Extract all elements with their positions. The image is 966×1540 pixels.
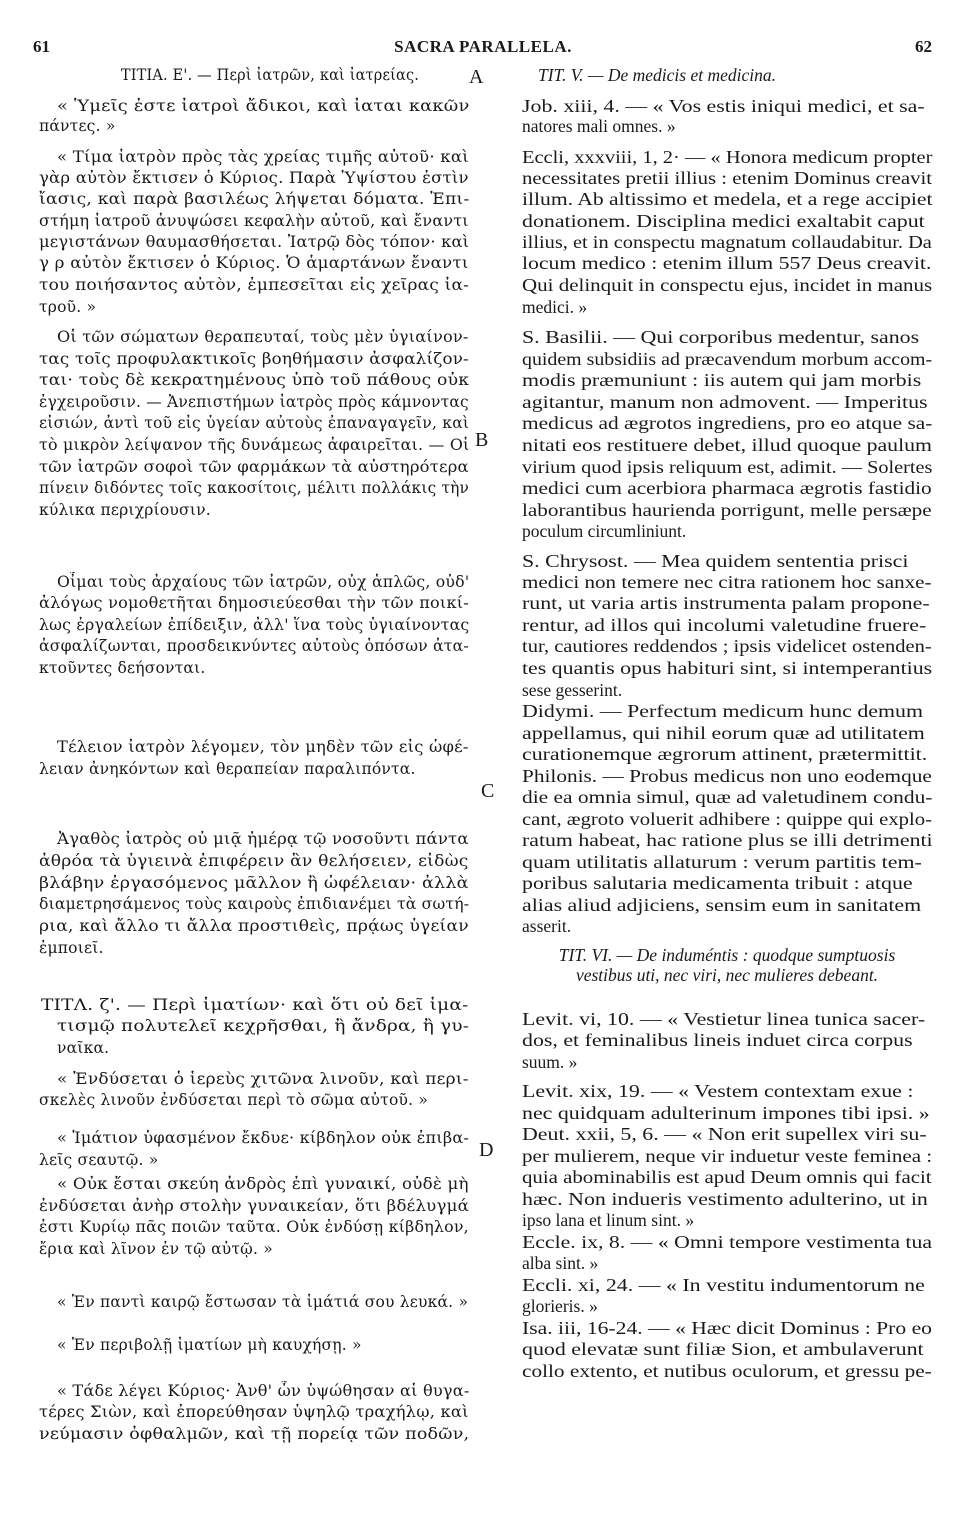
margin-letter-a: A bbox=[469, 66, 484, 88]
greek-line-38: σκελὲς λινοῦν ἐνδύσεται περὶ τὸ σῶμα αὐτοῦ. » bbox=[39, 1091, 429, 1109]
margin-letter-d: D bbox=[479, 1139, 494, 1161]
latin-line-34: cant, ægroto voluerit adhibere : quippe qui explo- bbox=[522, 809, 932, 829]
greek-line-46: « Ἐν περιβολῇ ἱματίων μὴ καυχήσῃ. » bbox=[57, 1336, 362, 1354]
latin-line-35: ratum habeat, hac ratione plus se illi detrimenti bbox=[522, 830, 933, 850]
greek-line-12: Οἱ τῶν σώματων θεραπευταί, τοὺς μὲν ὑγιαίνον- bbox=[57, 328, 469, 346]
latin-line-1: TIT. V. — De medicis et medicina. bbox=[538, 65, 777, 85]
greek-line-41: « Οὐκ ἔσται σκεύη ἀνδρὸς ἐπὶ γυναικί, οὐδὲ μὴ bbox=[57, 1175, 469, 1193]
greek-line-10: του ποιήσαντος αὐτὸν, ἐμπεσεῖται εἰς χεῖρας ἰα- bbox=[39, 276, 470, 294]
greek-line-6: ἴασις, καὶ παρὰ βασιλέως λήψεται δόματα. Ἐπι- bbox=[39, 190, 470, 208]
greek-line-16: εἰσιών, ἀντὶ τοῦ εἰς ὑγείαν αὐτοὺς ἐπαναγαγεῖν, καὶ bbox=[39, 414, 470, 432]
latin-line-31: curationemque ægrorum attinent, prætermittit. bbox=[522, 744, 928, 764]
greek-line-36: ναῖκα. bbox=[57, 1039, 110, 1057]
greek-line-3: πάντες. » bbox=[39, 117, 116, 135]
greek-line-33: ἐμποιεῖ. bbox=[39, 939, 104, 957]
greek-line-44: ἔρια καὶ λῖνον ἐν τῷ αὐτῷ. » bbox=[39, 1240, 273, 1258]
greek-line-11: τροῦ. » bbox=[39, 298, 97, 316]
greek-line-26: Τέλειον ἰατρὸν λέγομεν, τὸν μηδὲν τῶν εἰς ὠφέ- bbox=[57, 738, 469, 756]
latin-line-3: natores mali omnes. » bbox=[522, 116, 676, 136]
latin-line-23: medici non temere nec citra rationem hoc sanxe- bbox=[522, 572, 932, 592]
latin-line-33: die ea omnia simul, quæ ad valetudinem condu- bbox=[522, 787, 933, 807]
margin-letter-c: C bbox=[481, 780, 495, 802]
latin-line-41: vestibus uti, nec viri, nec mulieres debeant. bbox=[575, 965, 879, 985]
greek-line-20: κύλικα περιχρίουσιν. bbox=[39, 501, 211, 519]
greek-line-25: κτοῦντες δεήσονται. bbox=[39, 659, 206, 677]
greek-line-7: στήμη ἰατροῦ ἀνυψώσει κεφαλὴν αὐτοῦ, καὶ ἔναντι bbox=[39, 212, 469, 230]
latin-line-43: dos, et feminalibus lineis induet circa corpus bbox=[522, 1030, 913, 1050]
latin-line-16: medicus ad ægrotos ingrediens, pro eo atque sa- bbox=[522, 413, 933, 433]
latin-line-46: nec quidquam adulterinum impones tibi ipsi. » bbox=[522, 1103, 930, 1123]
left-page-number: 61 bbox=[33, 37, 50, 56]
greek-line-9: γ ρ αὐτὸν ἔκτισεν ὁ Κύριος. Ὁ ἁμαρτάνων ἔναντι bbox=[39, 254, 469, 272]
latin-line-6: illum. Ab altissimo et medela, et a rege accipiet bbox=[522, 189, 933, 209]
latin-line-19: medici cum acerbiora pharmaca ægrotis fastidio bbox=[522, 478, 932, 498]
greek-line-40: λεῖς σεαυτῷ. » bbox=[39, 1151, 159, 1169]
greek-line-27: λειαν ἀνηκόντων καὶ θεραπείαν παραλιπόντα. bbox=[39, 760, 416, 778]
latin-line-38: alias aliud adjiciens, sensim eum in sanitatem bbox=[522, 895, 922, 915]
latin-line-48: per mulierem, neque vir induetur veste feminea : bbox=[522, 1146, 933, 1166]
margin-letter-b: B bbox=[475, 429, 489, 451]
running-title: SACRA PARALLELA. bbox=[394, 37, 572, 56]
latin-line-54: Eccli. xi, 24. — « In vestitu indumentorum ne bbox=[522, 1275, 925, 1295]
latin-line-42: Levit. vi, 10. — « Vestietur linea tunica sacer- bbox=[522, 1009, 926, 1029]
greek-line-22: ἀλόγως νομοθετῆται δημοσιεύεσθαι τὴν τῶν ποικί- bbox=[39, 594, 469, 612]
latin-line-39: asserit. bbox=[522, 916, 572, 936]
greek-line-42: ἐνδύσεται ἀνὴρ στολὴν γυναικείαν, ὅτι βδέλυγμά bbox=[39, 1197, 469, 1215]
latin-line-2: Job. xiii, 4. — « Vos estis iniqui medici, et sa- bbox=[522, 96, 925, 116]
greek-line-2: « Ὑμεῖς ἐστε ἰατροὶ ἄδικοι, καὶ ἰαται κακῶν bbox=[57, 97, 470, 115]
latin-line-50: hæc. Non indueris vestimento adulterino, ut in bbox=[522, 1189, 928, 1209]
greek-line-31: διαμετρησάμενος τοὺς καιροὺς ἐπιδιανέμει τὰ σωτή- bbox=[39, 895, 470, 913]
latin-line-53: alba sint. » bbox=[522, 1253, 599, 1273]
latin-line-51: ipso lana et linum sint. » bbox=[522, 1210, 695, 1230]
greek-line-5: γὰρ αὐτὸν ἔκτισεν ὁ Κύριος. Παρὰ Ὑψίστου ἐστὶν bbox=[39, 169, 469, 187]
latin-line-26: tur, cautiores reddendos ; ipsis videlicet ostenden- bbox=[522, 636, 932, 656]
latin-line-11: medici. » bbox=[522, 297, 588, 317]
latin-line-8: illius, et in conspectu magnatum collaudabitur. Da bbox=[522, 232, 932, 252]
latin-line-20: laborantibus haurienda porrigunt, melle persæpe bbox=[522, 500, 932, 520]
latin-line-47: Deut. xxii, 5, 6. — « Non erit supellex viri su- bbox=[522, 1124, 927, 1144]
latin-line-12: S. Basilii. — Qui corporibus medentur, sanos bbox=[522, 327, 920, 347]
latin-column bbox=[500, 0, 966, 1540]
greek-line-32: ρια, καὶ ἄλλο τι ἄλλα προστιθεὶς, πρᾴως ὑγείαν bbox=[39, 917, 469, 935]
latin-line-4: Eccli, xxxviii, 1, 2· — « Honora medicum propter bbox=[522, 147, 933, 167]
latin-line-58: collo extento, et nutibus oculorum, et gressu pe- bbox=[522, 1361, 932, 1381]
latin-line-24: runt, ut varia artis instrumenta palam propone- bbox=[522, 593, 930, 613]
greek-line-39: « Ἱμάτιον ὑφασμένον ἔκδυε· κίβδηλον οὐκ ἐπιβα- bbox=[57, 1129, 470, 1147]
latin-line-21: poculum circumliniunt. bbox=[522, 521, 687, 541]
greek-line-8: μεγιστάνων θαυμασθήσεται. Ἰατρῷ δὸς τόπον· καὶ bbox=[39, 233, 470, 251]
latin-line-9: locum medico : etenim illum 557 Deus creavit. bbox=[522, 253, 932, 273]
latin-line-13: quidem subsidiis ad præcavendum morbum accom- bbox=[522, 349, 933, 369]
greek-line-34: ΤΙΤΛ. ζ'. — Περὶ ἱματίων· καὶ ὅτι οὐ δεῖ ἱμα- bbox=[41, 996, 469, 1014]
latin-line-22: S. Chrysost. — Mea quidem sententia prisci bbox=[522, 551, 909, 571]
latin-line-28: sese gesserint. bbox=[522, 680, 623, 700]
greek-line-45: « Ἐν παντὶ καιρῷ ἔστωσαν τὰ ἱμάτιά σου λευκά. » bbox=[57, 1293, 469, 1311]
latin-line-29: Didymi. — Perfectum medicum hunc demum bbox=[522, 701, 923, 721]
greek-line-23: λως ἐργαλείων ἐπίδειξιν, ἀλλ' ἵνα τοὺς ὑγιαίνοντας bbox=[39, 616, 470, 634]
latin-line-5: necessitates pretii illius : etenim Dominus creavit bbox=[522, 168, 933, 188]
greek-line-48: τέρες Σιὼν, καὶ ἐπορεύθησαν ὑψηλῷ τραχήλῳ, καὶ bbox=[39, 1403, 469, 1421]
greek-line-1: ΤΙΤΙΑ. Ε'. — Περὶ ἰατρῶν, καὶ ἰατρείας. bbox=[120, 66, 420, 84]
greek-line-24: ἀσφαλίζωνται, προσδεικνύντες αὐτοὺς ὁπόσων ἀτα- bbox=[39, 637, 469, 655]
latin-line-45: Levit. xix, 19. — « Vestem contextam exue : bbox=[522, 1081, 914, 1101]
latin-line-14: modis præmuniunt : iis autem qui jam morbis bbox=[522, 370, 922, 390]
greek-line-49: νεύμασιν ὀφθαλμῶν, καὶ τῇ πορείᾳ τῶν ποδῶν, bbox=[39, 1425, 470, 1443]
greek-line-13: τας τοῖς προφυλακτικοῖς βοηθήμασιν ἀσφαλίζον- bbox=[39, 350, 469, 368]
greek-line-47: « Τάδε λέγει Κύριος· Ἀνθ' ὧν ὑψώθησαν αἱ θυγα- bbox=[57, 1382, 470, 1400]
latin-line-17: nitati eos restituere debet, illud quoque paulum bbox=[522, 435, 933, 455]
greek-line-4: « Τίμα ἰατρὸν πρὸς τὰς χρείας τιμῆς αὐτοῦ· καὶ bbox=[57, 148, 469, 166]
latin-line-37: poribus salutaria medicamenta tribuit : atque bbox=[522, 873, 913, 893]
latin-line-36: quam utilitatis allaturum : verum partitis tem- bbox=[522, 852, 922, 872]
latin-line-32: Philonis. — Probus medicus non uno eodemque bbox=[522, 766, 932, 786]
latin-line-56: Isa. iii, 16-24. — « Hæc dicit Dominus : Pro eo bbox=[522, 1318, 932, 1338]
latin-line-27: tes quantis opus habituri sint, si intemperantius bbox=[522, 658, 933, 678]
greek-line-28: Ἀγαθὸς ἰατρὸς οὐ μιᾷ ἡμέρᾳ τῷ νοσοῦντι πάντα bbox=[57, 830, 469, 848]
greek-line-21: Οἶμαι τοὺς ἀρχαίους τῶν ἰατρῶν, οὐχ ἁπλῶς, οὐδ' bbox=[57, 573, 470, 591]
greek-line-17: τὸ μικρὸν λείψανον τῆς δυνάμεως ἀφαιρεῖται. — Οἱ bbox=[39, 436, 470, 454]
latin-line-30: appellamus, qui nihil eorum quæ ad utilitatem bbox=[522, 723, 925, 743]
greek-line-29: ἀθρόα τὰ ὑγιεινὰ ἐπιφέρειν ἂν θελήσειεν, εἰδὼς bbox=[39, 852, 469, 870]
greek-line-30: βλάβην ἐργασόμενος μᾶλλον ἢ ὠφέλειαν· ἀλλὰ bbox=[39, 874, 469, 892]
greek-line-43: ἐστι Κυρίῳ πᾶς ποιῶν ταῦτα. Οὐκ ἐνδύσῃ κίβδηλον, bbox=[39, 1218, 469, 1236]
latin-line-57: quod elevatæ sunt filiæ Sion, et ambulaverunt bbox=[522, 1339, 924, 1359]
latin-line-44: suum. » bbox=[522, 1052, 578, 1072]
latin-line-52: Eccle. ix, 8. — « Omni tempore vestimenta tua bbox=[522, 1232, 932, 1252]
latin-line-40: TIT. VI. — De induméntis : quodque sumptuosis bbox=[558, 945, 896, 965]
right-page-number: 62 bbox=[915, 37, 932, 56]
latin-line-55: glorieris. » bbox=[522, 1296, 598, 1316]
greek-line-37: « Ἐνδύσεται ὁ ἱερεὺς χιτῶνα λινοῦν, καὶ περι- bbox=[57, 1070, 469, 1088]
greek-line-19: πίνειν διδόντες τοῖς κακοσίτοις, μέλιτι πολλάκις τὴν bbox=[39, 479, 470, 497]
greek-line-35: τισμῷ πολυτελεῖ κεχρῆσθαι, ἢ ἄνδρα, ἢ γυ- bbox=[57, 1017, 470, 1035]
latin-line-49: quia abominabilis est apud Deum omnis qui facit bbox=[522, 1167, 932, 1187]
greek-line-15: ἐγχειροῦσιν. — Ἀνεπιστήμων ἰατρὸς πρὸς κάμνοντας bbox=[39, 393, 469, 411]
latin-line-15: agitantur, manum non admovent. — Imperitus bbox=[522, 392, 928, 412]
latin-line-25: rentur, ad illos qui incolumi valetudine fruere- bbox=[522, 615, 927, 635]
latin-line-7: donationem. Disciplina medici exaltabit caput bbox=[522, 211, 925, 231]
greek-line-14: ται· τοὺς δὲ κεκρατημένους ὑπὸ τοῦ πάθους οὐκ bbox=[39, 371, 470, 389]
latin-line-18: virium quod ipsis reliquum est, adimit. — Solertes bbox=[522, 457, 933, 477]
greek-line-18: τῶν ἰατρῶν σοφοὶ τῶν φαρμάκων τὰ αὐστηρότερα bbox=[39, 458, 469, 476]
latin-line-10: Qui delinquit in conspectu ejus, incidet in manus bbox=[522, 275, 933, 295]
